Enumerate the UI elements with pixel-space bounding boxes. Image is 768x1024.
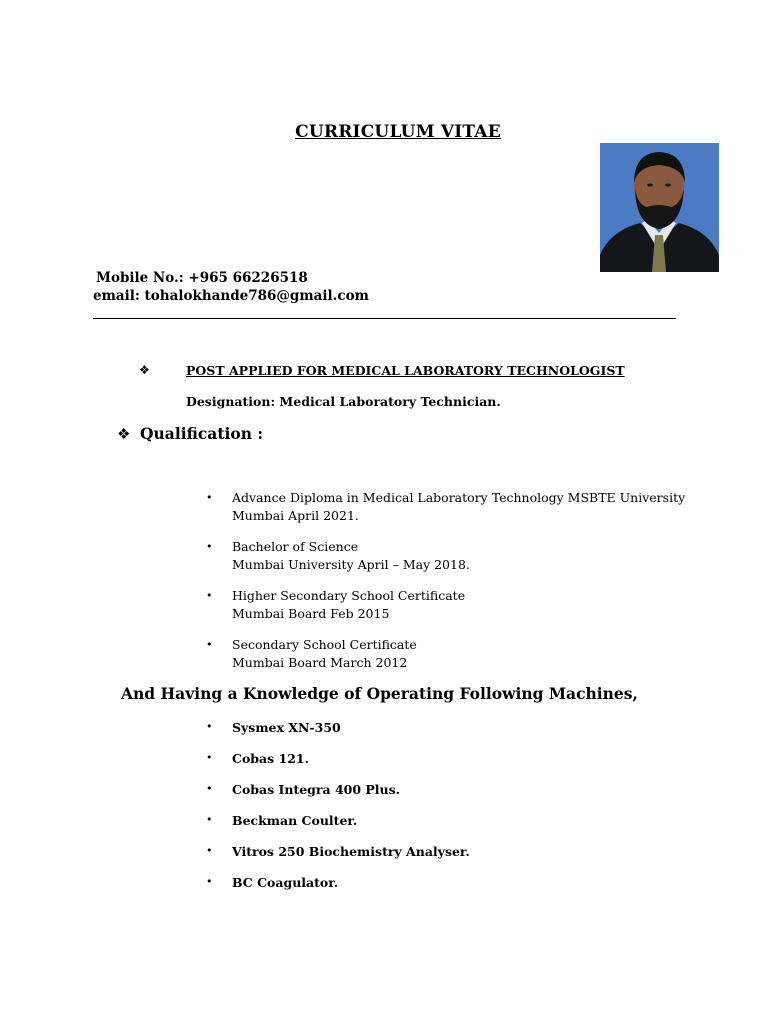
- qualification-line-1: Bachelor of Science: [232, 539, 359, 554]
- machine-item: [206, 813, 357, 828]
- diamond-bullet-icon: ❖: [117, 425, 131, 443]
- qualification-line-2: Mumbai April 2021.: [232, 508, 359, 523]
- bullet-icon: •: [206, 491, 213, 504]
- machine-name: Beckman Coulter.: [232, 813, 358, 828]
- qualification-line-2: Mumbai University April – May 2018.: [232, 557, 470, 572]
- machine-item: [206, 782, 400, 797]
- bullet-icon: •: [206, 540, 213, 553]
- qualification-line-1: Secondary School Certificate: [232, 637, 417, 652]
- machine-name: Sysmex XN-350: [232, 720, 341, 735]
- machine-name: Vitros 250 Biochemistry Analyser.: [232, 844, 470, 859]
- horizontal-rule: [93, 318, 676, 319]
- bullet-icon: •: [206, 720, 213, 733]
- qualification-line-1: Advance Diploma in Medical Laboratory Technology MSBTE University: [232, 490, 686, 505]
- designation: Designation: Medical Laboratory Technician.: [186, 394, 501, 409]
- qualification-item: [206, 489, 686, 525]
- bullet-icon: •: [206, 782, 213, 795]
- diamond-bullet-icon: ❖: [139, 363, 150, 377]
- qualification-line-1: Higher Secondary School Certificate: [232, 588, 466, 603]
- machine-name: BC Coagulator.: [232, 875, 339, 890]
- post-applied: POST APPLIED FOR MEDICAL LABORATORY TECHNOLOGIST: [186, 363, 625, 378]
- machine-name: Cobas Integra 400 Plus.: [232, 782, 401, 797]
- qualification-line-2: Mumbai Board March 2012: [232, 655, 408, 670]
- bullet-icon: •: [206, 844, 213, 857]
- bullet-icon: •: [206, 875, 213, 888]
- machines-heading: And Having a Knowledge of Operating Following Machines,: [121, 684, 638, 703]
- machine-item: [206, 844, 470, 859]
- qualification-item: [206, 587, 686, 623]
- profile-photo: [600, 143, 719, 272]
- document-title: CURRICULUM VITAE: [295, 122, 501, 142]
- qualification-item: [206, 538, 686, 574]
- machine-item: [206, 720, 341, 735]
- person-portrait-icon: [600, 143, 719, 272]
- qualification-line-2: Mumbai Board Feb 2015: [232, 606, 390, 621]
- qualification-heading: Qualification :: [140, 424, 264, 443]
- bullet-icon: •: [206, 638, 213, 651]
- machine-name: Cobas 121.: [232, 751, 309, 766]
- mobile-number: Mobile No.: +965 66226518: [96, 270, 308, 286]
- bullet-icon: •: [206, 751, 213, 764]
- machine-item: [206, 751, 309, 766]
- qualification-item: [206, 636, 686, 672]
- bullet-icon: •: [206, 589, 213, 602]
- machine-item: [206, 875, 338, 890]
- bullet-icon: •: [206, 813, 213, 826]
- email-address: email: tohalokhande786@gmail.com: [93, 288, 369, 304]
